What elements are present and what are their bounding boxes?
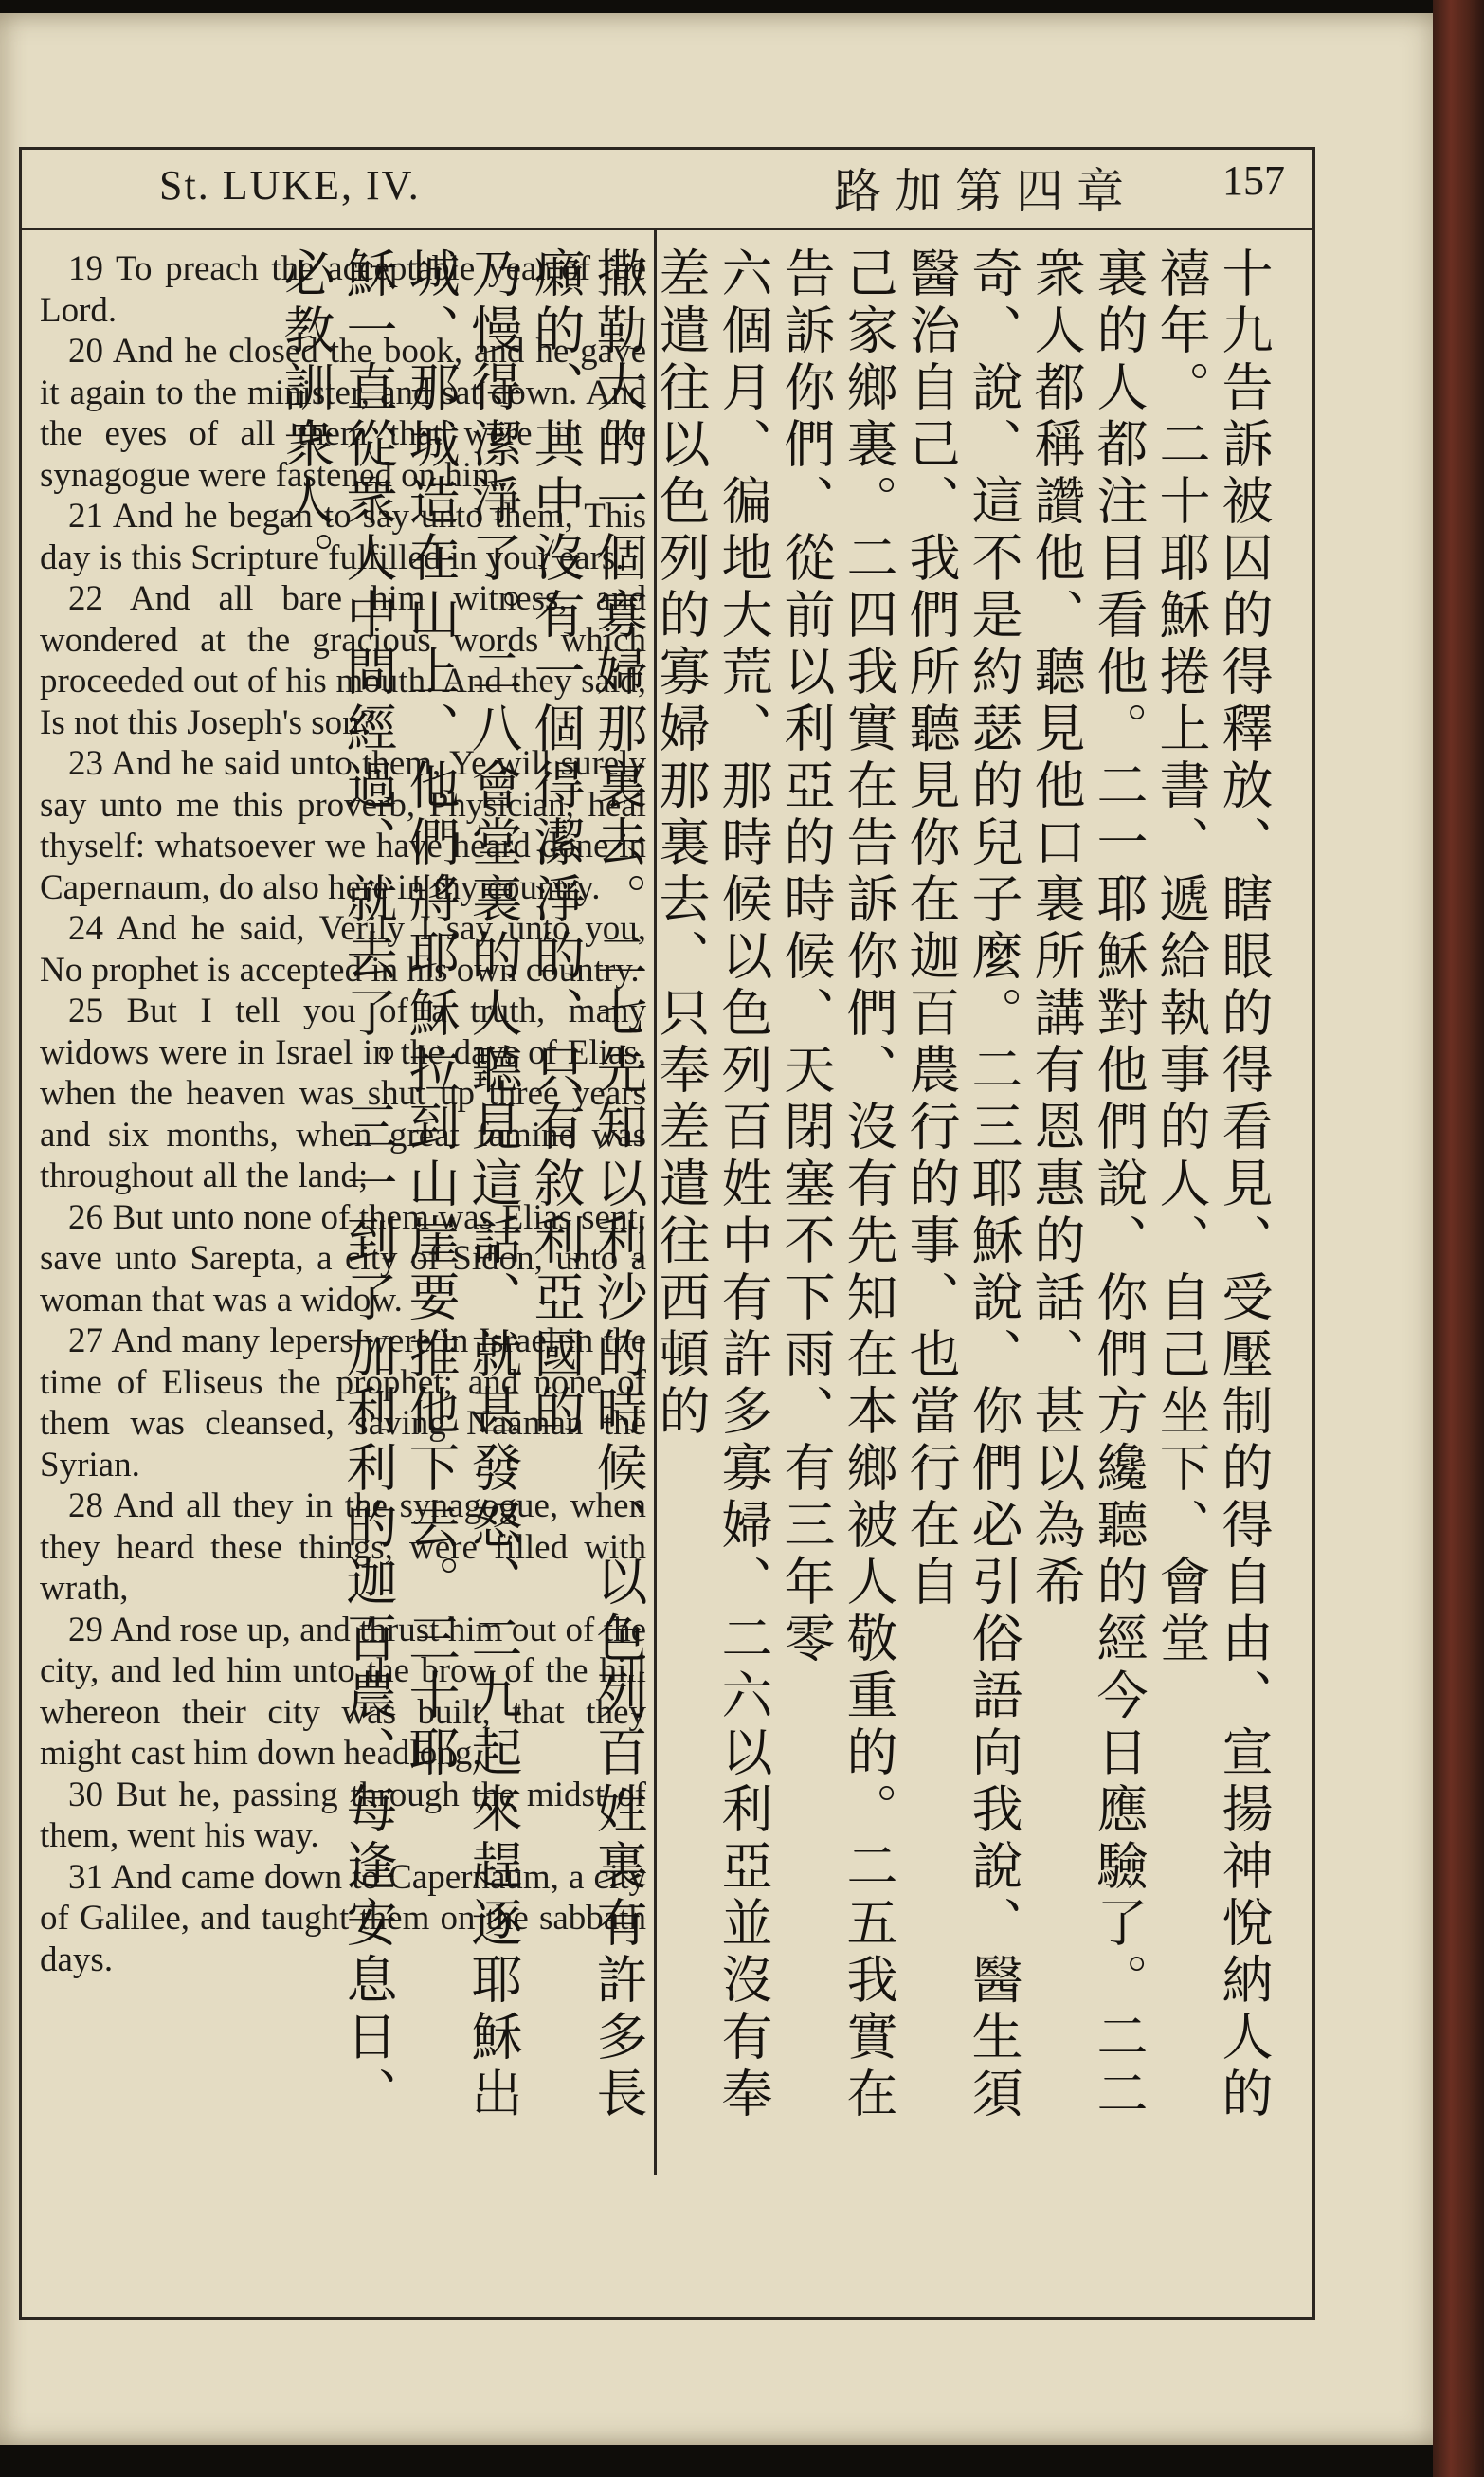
header-rule	[19, 228, 1315, 230]
verse-31: 31 And came down to Capernaum, a city of Galilee, and taught them on the sabbath days.	[40, 1857, 646, 1979]
verse-26: 26 But unto none of them was Elias sent, save unto Sarepta, a city of Sidon, unto a woman that was a widow.	[40, 1197, 646, 1320]
verse-29: 29 And rose up, and thrust him out of the city, and led him unto the brow of the hill whereon their city was built, that they might cast him down headlong.	[40, 1610, 646, 1773]
verse-21: 21 And he began to say unto them, This day is this Scripture fulfilled in your ears.	[40, 497, 646, 577]
verse-30: 30 But he, passing through the midst of them, went his way.	[40, 1775, 646, 1855]
verse-23: 23 And he said unto them, Ye will surely say unto me this proverb, Physician, heal thyself: whatsoever we have heard done in Capernaum, do also here in thy country.	[40, 744, 646, 907]
chinese-column-3: 奇、說、這不是約瑟的兒子麼。二三耶穌說、你們必引俗語向我說、醫生須醫治自己、我們所聽見你在迦百農行的事、也當行在自	[901, 246, 1023, 2123]
book-binding-edge	[1433, 0, 1484, 2477]
verse-22: 22 And all bare him witness, and wondered at the gracious words which proceeded out of his mouth. And they said, Is not this Joseph's son?	[40, 579, 646, 742]
running-head-chinese: 路加第四章	[834, 164, 1137, 219]
page-number: 157	[1222, 157, 1285, 204]
chinese-column-6: 撒勒大的一個寡婦那裏去。二七先知以利沙的時候、以色列百姓裏有許多長癩的、其中沒有一個得潔淨的、只有敘利亞國的	[526, 246, 648, 2123]
verse-24: 24 And he said, Verily I say unto you, No prophet is accepted in his own country.	[40, 909, 646, 990]
running-head-english: St. LUKE, IV.	[159, 162, 421, 209]
verse-20: 20 And he closed the book, and he gave it again to the minister, and sat down. And the eyes of all them that were in the synagogue were fastened on him.	[40, 332, 646, 495]
chinese-column-8: 穌一直從衆人中間經過、就去了。三一到了加利利的迦百農、每逢安息日、必教訓衆人。	[276, 246, 398, 2123]
chinese-column-7: 乃慢得潔淨了。二八會堂裏的人聽見這話、就甚發怒、二九起來趕逐耶穌出城、那城造在山上、他們將耶穌拉到山崖要推他下去。三十耶	[401, 246, 523, 2123]
chinese-column-4: 己家鄉裏。二四我實在告訴你們、沒有先知在本鄉被人敬重的。二五我實在告訴你們、從前以利亞的時候、天閉塞不下雨、有三年零	[776, 246, 898, 2123]
verse-27: 27 And many lepers were in Israel in the time of Eliseus the prophet; and none of them was cleansed, saving Naaman the Syrian.	[40, 1321, 646, 1484]
verse-25: 25 But I tell you of a truth, many widows were in Israel in the days of Elias, when the heaven was shut up three years and six months, when great famine was throughout all the land;	[40, 992, 646, 1195]
chinese-column-2: 裏的人都注目看他。二一耶穌對他們說、你們方纔聽的經今日應驗了。二二衆人都稱讚他、聽見他口裏所講有恩惠的話、甚以為希	[1026, 246, 1149, 2123]
chinese-column-1: 十九告訴被囚的得釋放、瞎眼的得看見、受壓制的得自由、宣揚神悅納人的禧年。二十耶穌捲上書、遞給執事的人、自己坐下、會堂	[1151, 246, 1274, 2123]
verse-19: 19 To preach the acceptable year of the Lord.	[40, 249, 646, 330]
verse-28: 28 And all they in the synagogue, when they heard these things, were filled with wrath,	[40, 1486, 646, 1608]
chinese-column-5: 六個月、徧地大荒、那時候以色列百姓中有許多寡婦、二六以利亞並沒有奉差遣往以色列的寡婦那裏去、只奉差遣往西頓的	[651, 246, 773, 2123]
